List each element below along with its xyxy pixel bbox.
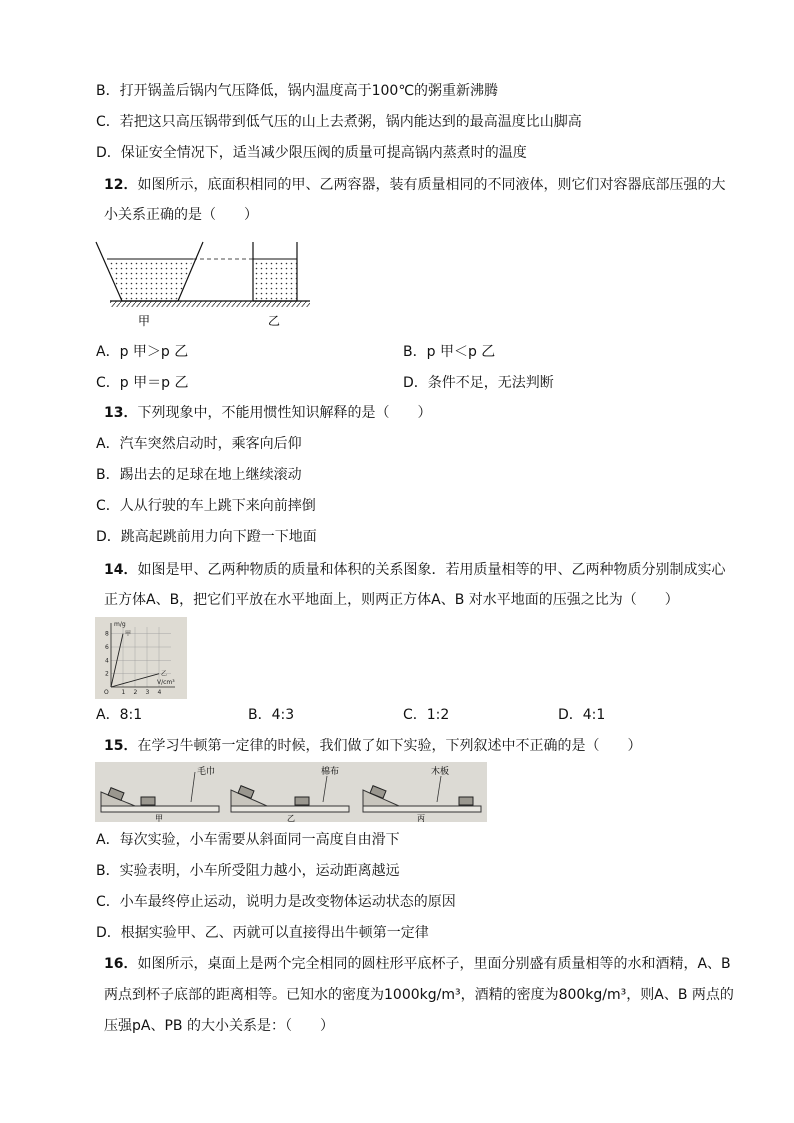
q14-stem-line1: 14．如图是甲、乙两种物质的质量和体积的关系图象．若用质量相等的甲、乙两种物质分别制成实心 <box>104 562 726 578</box>
q15-option-d: D．根据实验甲、乙、丙就可以直接得出牛顿第一定律 <box>96 925 429 941</box>
y-tick-label-2: 6 <box>105 644 109 651</box>
q16-number: 16． <box>104 956 138 972</box>
label-yi: 乙 <box>287 814 295 822</box>
ramp-wood-setup <box>363 765 481 822</box>
q11-option-c: C．若把这只高压锅带到低气压的山上去煮粥，锅内能达到的最高温度比山脚高 <box>96 114 582 130</box>
q12-option-a: A．p 甲＞p 乙 <box>96 344 189 360</box>
q12-option-b: B．p 甲＜p 乙 <box>403 344 496 360</box>
q13-option-b: B．踢出去的足球在地上继续滚动 <box>96 467 302 483</box>
series-label-1: 乙 <box>161 670 168 678</box>
q12-stem-line2: 小关系正确的是（ ） <box>104 207 258 223</box>
q12-option-d: D．条件不足，无法判断 <box>403 375 554 391</box>
series-label-0: 甲 <box>125 630 132 638</box>
label-cotton: 棉布 <box>321 767 340 777</box>
q11-option-d: D．保证安全情况下，适当减少限压阀的质量可提高锅内蒸煮时的温度 <box>96 145 527 161</box>
q12-label-jia: 甲 <box>138 314 151 328</box>
q15-option-b: B．实验表明，小车所受阻力越小，运动距离越远 <box>96 863 400 879</box>
q15-stem: 15．在学习牛顿第一定律的时候，我们做了如下实验，下列叙述中不正确的是（ ） <box>104 738 642 754</box>
q13-stem: 13．下列现象中，不能用惯性知识解释的是（ ） <box>104 405 432 421</box>
y-tick-label-0: 2 <box>105 670 109 678</box>
x-tick-label-3: 4 <box>157 689 162 696</box>
ramp-towel-setup <box>101 765 219 822</box>
q14-option-c: C．1:2 <box>403 707 450 723</box>
q15-experiment-figure <box>95 762 487 822</box>
q16-stem-line3: 压强pA、PB 的大小关系是：（ ） <box>104 1018 334 1034</box>
y-tick-label-1: 4 <box>105 657 109 665</box>
q12-number: 12． <box>104 177 138 193</box>
q14-option-b: B．4:3 <box>248 707 295 723</box>
q12-label-yi: 乙 <box>268 314 281 328</box>
label-bing: 丙 <box>417 814 425 822</box>
y-tick-label-3: 8 <box>105 630 109 638</box>
q12-stem-line1: 12．如图所示，底面积相同的甲、乙两容器，装有质量相同的不同液体，则它们对容器底部压强的大 <box>104 177 726 193</box>
q13-number: 13． <box>104 405 138 421</box>
label-wood: 木板 <box>431 767 450 777</box>
origin-label: O <box>104 689 109 696</box>
q13-option-c: C．人从行驶的车上跳下来向前摔倒 <box>96 498 316 514</box>
q14-number: 14． <box>104 562 138 578</box>
q14-option-a: A．8:1 <box>96 707 143 723</box>
q11-option-b: B．打开锅盖后锅内气压降低，锅内温度高于100℃的粥重新沸腾 <box>96 83 499 99</box>
q16-stem-line2: 两点到杯子底部的距离相等。已知水的密度为1000kg/m³，酒精的密度为800kg/m³，则A、B 两点的 <box>104 987 734 1003</box>
x-tick-label-2: 3 <box>145 689 150 696</box>
q13-option-a: A．汽车突然启动时，乘客向后仰 <box>96 436 302 452</box>
label-towel: 毛巾 <box>197 767 216 777</box>
x-axis-label: V/cm³ <box>157 679 175 686</box>
y-axis-label: m/g <box>114 621 126 628</box>
x-tick-label-0: 1 <box>121 689 126 696</box>
q12-container-figure <box>90 237 320 329</box>
q14-option-d: D．4:1 <box>558 707 606 723</box>
x-tick-label-1: 2 <box>133 689 138 696</box>
q15-number: 15． <box>104 738 138 754</box>
q12-option-c: C．p 甲＝p 乙 <box>96 375 189 391</box>
ramp-cotton-setup <box>231 765 349 822</box>
q14-mass-volume-chart <box>95 617 187 699</box>
label-jia: 甲 <box>155 814 163 822</box>
q13-option-d: D．跳高起跳前用力向下蹬一下地面 <box>96 529 317 545</box>
q16-stem-line1: 16．如图所示，桌面上是两个完全相同的圆柱形平底杯子，里面分别盛有质量相等的水和酒精，A、B <box>104 956 731 972</box>
q14-stem-line2: 正方体A、B，把它们平放在水平地面上，则两正方体A、B 对水平地面的压强之比为（ ） <box>104 592 679 608</box>
q15-option-c: C．小车最终停止运动，说明力是改变物体运动状态的原因 <box>96 894 456 910</box>
q15-option-a: A．每次实验，小车需要从斜面同一高度自由滑下 <box>96 832 400 848</box>
